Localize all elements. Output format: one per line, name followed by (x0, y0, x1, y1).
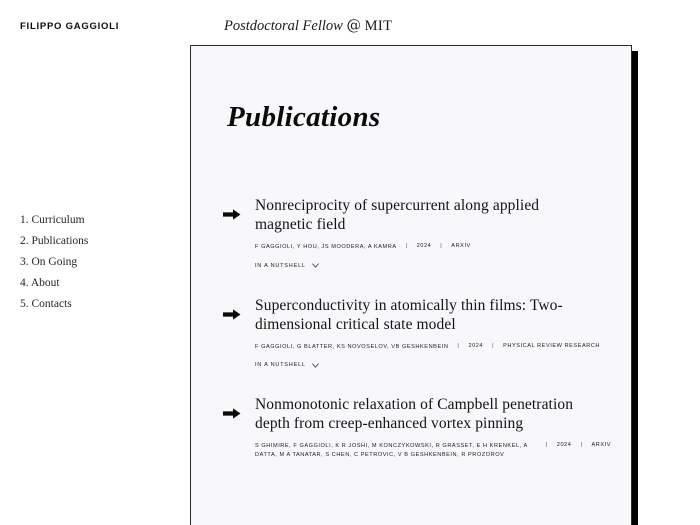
list-item[interactable] (223, 196, 611, 272)
meta-separator: | (545, 442, 548, 448)
publication-title[interactable]: Nonreciprocity of supercurrent along applied magnetic field (255, 197, 540, 233)
meta-separator: | (440, 243, 443, 249)
arrow-right-icon (223, 408, 241, 419)
meta-separator: | (580, 442, 583, 448)
publication-year: 2024 (468, 342, 484, 349)
publication-meta (255, 243, 611, 252)
sidebar-item-publications[interactable]: 2. Publications (20, 235, 89, 247)
publication-meta (255, 343, 611, 352)
at-symbol: @ (346, 18, 361, 34)
publication-venue: PHYSICAL REVIEW RESEARCH (503, 342, 601, 349)
list-item[interactable] (223, 296, 611, 372)
tagline-role: Postdoctoral Fellow (224, 18, 343, 34)
top-bar (0, 0, 700, 46)
in-a-nutshell-label: IN A NUTSHELL (255, 362, 306, 368)
arrow-right-icon (223, 309, 241, 320)
header-tagline (224, 18, 392, 35)
meta-separator: | (492, 342, 495, 349)
publication-authors: F GAGGIOLI, G BLATTER, KS NOVOSELOV, VB GESHKENBEIN (255, 343, 449, 350)
publication-venue: ARXIV (451, 243, 471, 249)
in-a-nutshell-toggle[interactable] (255, 263, 319, 269)
sidebar-item-curriculum[interactable]: 1. Curriculum (20, 214, 85, 226)
publication-year: 2024 (556, 442, 572, 448)
sidebar-item-on-going[interactable]: 3. On Going (20, 256, 78, 268)
publications-card (190, 45, 632, 525)
sidebar-item-about[interactable]: 4. About (20, 277, 60, 289)
sidebar-item-contacts[interactable]: 5. Contacts (20, 298, 72, 310)
publication-venue: ARXIV (591, 442, 611, 448)
list-item[interactable] (223, 395, 611, 459)
publication-title[interactable]: Nonmonotonic relaxation of Campbell penetration depth from creep-enhanced vortex pinning (255, 396, 574, 432)
publication-title[interactable]: Superconductivity in atomically thin films: Two-dimensional critical state model (255, 296, 563, 333)
site-brand[interactable]: FILIPPO GAGGIOLI (20, 21, 120, 32)
publication-authors: S GHIMIRE, F GAGGIOLI, K R JOSHI, M KONCZYKOWSKI, R GRASSET, E H KRENKEL, A DATTA, M A TANATAR, S CHEN, C PETROVIC, V B GESHKENBEIN, R PROZOROV (255, 443, 528, 458)
meta-separator: | (405, 243, 408, 249)
publication-meta (255, 442, 611, 459)
chevron-down-icon (312, 363, 319, 368)
in-a-nutshell-label: IN A NUTSHELL (255, 262, 306, 269)
publication-list (191, 196, 631, 459)
page-title: Publications (227, 101, 381, 133)
tagline-institution: MIT (364, 18, 393, 34)
in-a-nutshell-toggle[interactable] (255, 362, 319, 368)
chevron-down-icon (312, 263, 319, 268)
arrow-right-icon (223, 209, 241, 220)
publication-year: 2024 (416, 243, 432, 249)
sidebar-nav (20, 210, 170, 315)
publication-authors: F GAGGIOLI, Y HOU, JS MOODERA, A KAMRA (255, 244, 397, 250)
meta-separator: | (457, 342, 460, 349)
